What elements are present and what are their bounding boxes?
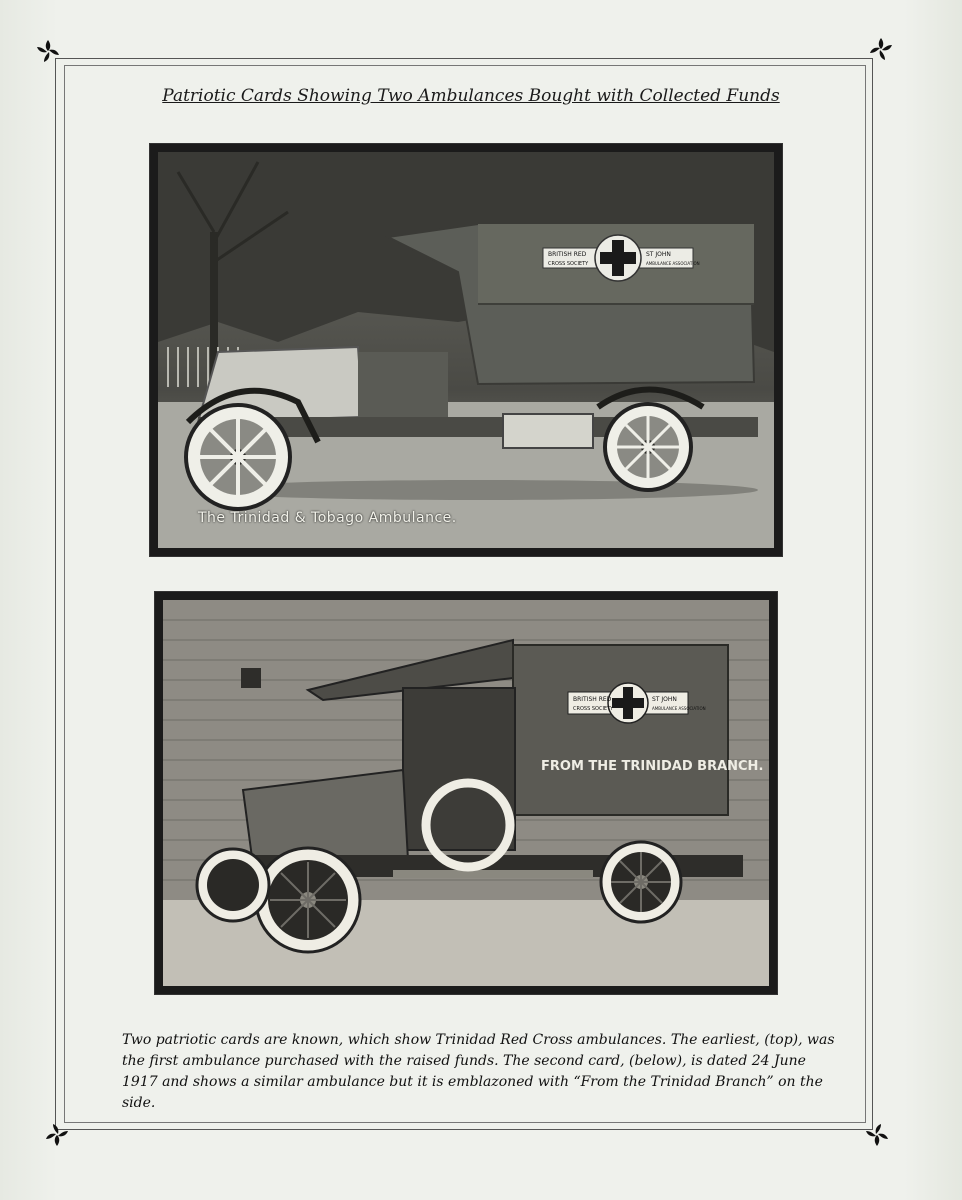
description-paragraph: Two patriotic cards are known, which show Trinidad Red Cross ambulances. The earliest, (top), was the first ambulance purchased with the raised funds. The second card, (below), is dated 24 June 1917 and shows a similar ambulance but it is emblazoned with “From the Trinidad Branch” on the side. bbox=[122, 1032, 835, 1111]
fleur-de-lis-icon bbox=[864, 1122, 890, 1148]
sign-left-line-2: CROSS SOCIETY bbox=[548, 261, 589, 267]
fleur-de-lis-icon bbox=[44, 1122, 70, 1148]
sign-left-line-2: CROSS SOCIETY bbox=[573, 706, 614, 712]
sign-left-line-1: BRITISH RED bbox=[548, 251, 587, 258]
sign-right-line-2: AMBULANCE ASSOCIATION bbox=[646, 261, 700, 266]
fleur-de-lis-icon bbox=[35, 38, 61, 64]
postcard-photo bbox=[163, 600, 769, 986]
sign-right-line-1: ST JOHN bbox=[646, 251, 671, 258]
postcard-caption: The Trinidad & Tobago Ambulance. bbox=[198, 510, 457, 526]
sign-right-line-1: ST JOHN bbox=[652, 696, 677, 703]
postcard-top bbox=[150, 144, 782, 556]
postcard-photo bbox=[158, 152, 774, 548]
postcard-bottom bbox=[155, 592, 777, 994]
fleur-de-lis-icon bbox=[868, 36, 894, 62]
sign-right-line-2: AMBULANCE ASSOCIATION bbox=[652, 706, 706, 711]
van-side-text: FROM THE TRINIDAD BRANCH. bbox=[541, 759, 764, 774]
page-title: Patriotic Cards Showing Two Ambulances Bought with Collected Funds bbox=[162, 86, 780, 106]
sign-left-line-1: BRITISH RED bbox=[573, 696, 612, 703]
